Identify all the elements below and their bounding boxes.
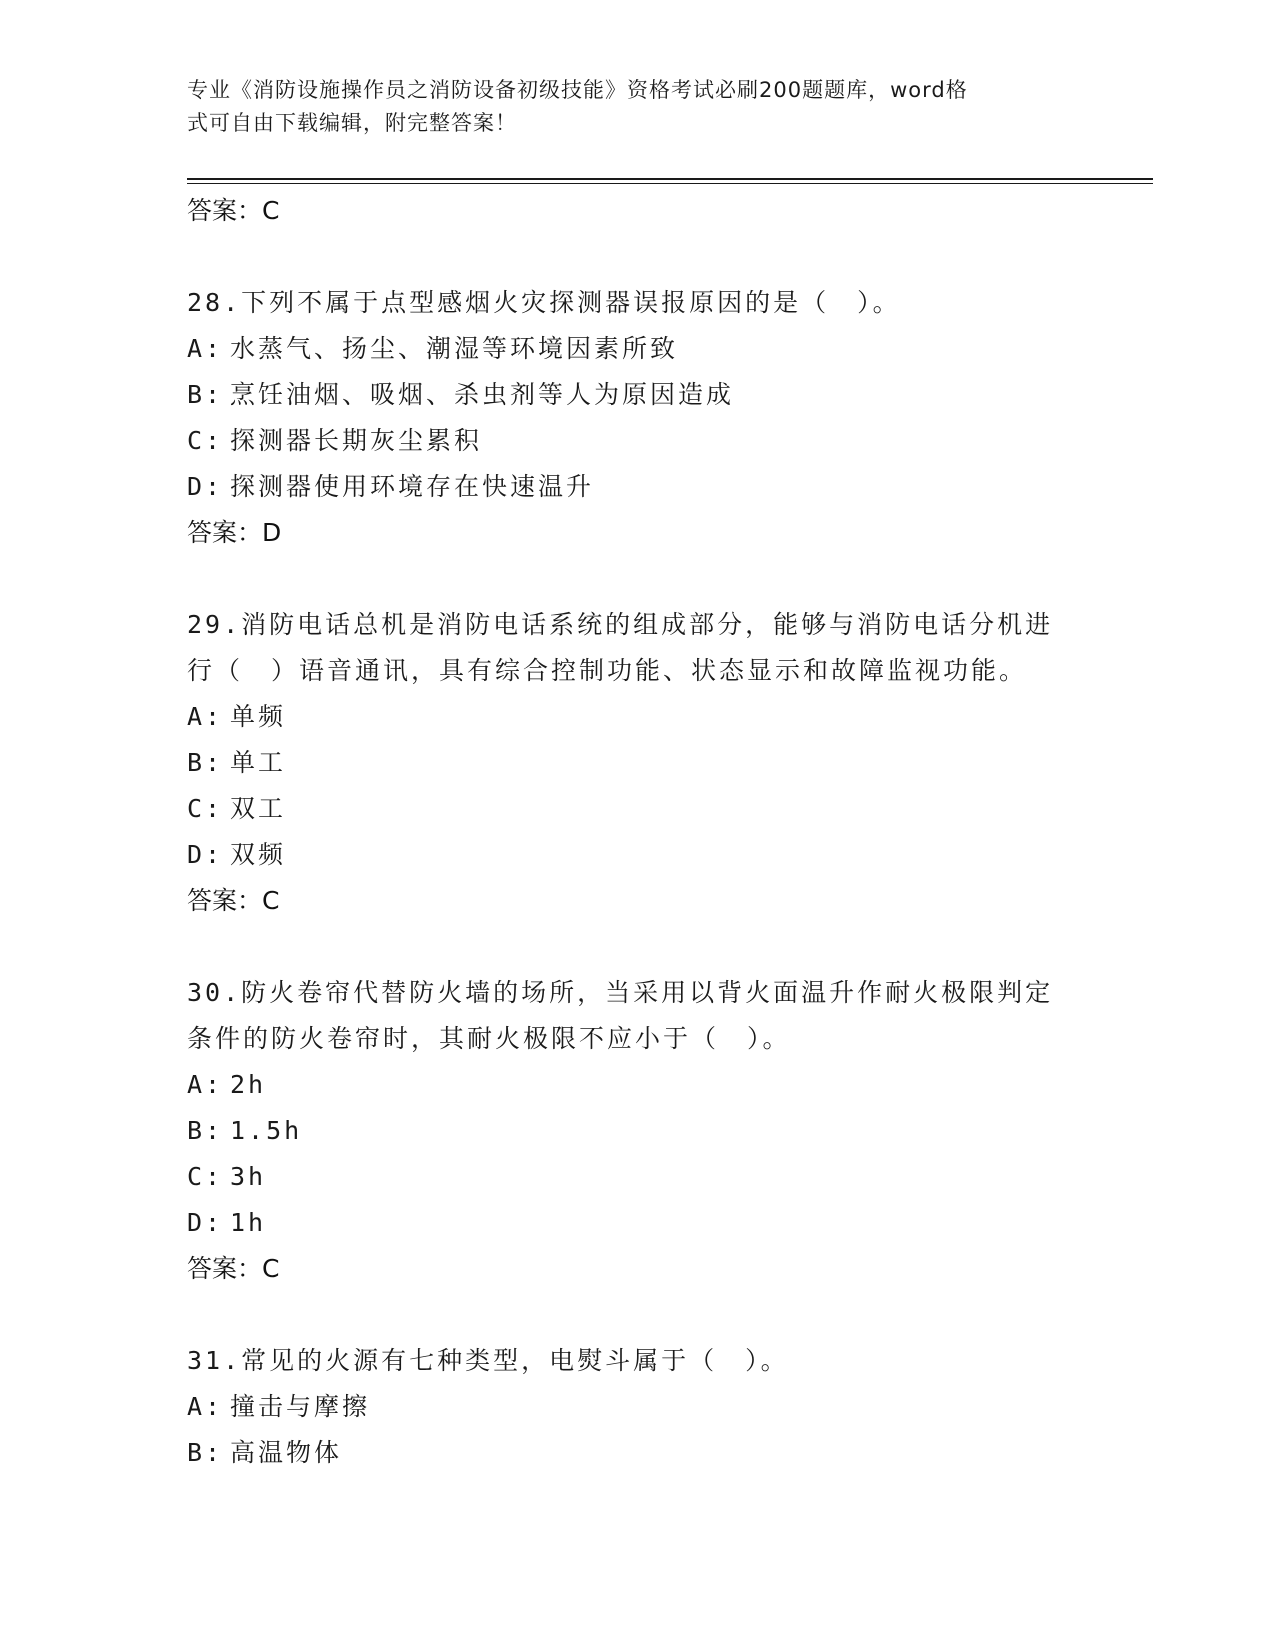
option-text: 撞击与摩擦 bbox=[230, 1392, 371, 1421]
option-d bbox=[187, 1200, 1087, 1246]
answer-prefix: 答案： bbox=[187, 196, 263, 225]
option-b bbox=[187, 1108, 1087, 1154]
option-text: 双频 bbox=[230, 840, 287, 869]
option-a bbox=[187, 1384, 1087, 1430]
header-rule-thin bbox=[187, 183, 1153, 184]
option-c bbox=[187, 418, 1087, 464]
option-a bbox=[187, 1062, 1087, 1108]
option-letter: C: bbox=[187, 1162, 224, 1191]
header-line-2: 式可自由下载编辑，附完整答案！ bbox=[187, 111, 517, 135]
previous-answer bbox=[187, 188, 1087, 234]
option-text: 双工 bbox=[230, 794, 287, 823]
option-b bbox=[187, 1430, 1087, 1476]
option-d bbox=[187, 832, 1087, 878]
option-text: 单频 bbox=[230, 702, 287, 731]
question-stem: 31.常见的火源有七种类型，电熨斗属于（ ）。 bbox=[187, 1346, 789, 1375]
answer-value: C bbox=[262, 196, 280, 225]
option-letter: B: bbox=[187, 1438, 224, 1467]
answer-value: C bbox=[262, 1254, 280, 1283]
option-letter: A: bbox=[187, 1070, 224, 1099]
answer-prefix: 答案： bbox=[187, 1254, 263, 1283]
answer-value: D bbox=[262, 518, 282, 547]
option-text: 探测器使用环境存在快速温升 bbox=[230, 472, 595, 501]
option-letter: D: bbox=[187, 840, 224, 869]
question-stem: 28.下列不属于点型感烟火灾探测器误报原因的是（ ）。 bbox=[187, 288, 901, 317]
option-letter: A: bbox=[187, 1392, 224, 1421]
header-line-1: 专业《消防设施操作员之消防设备初级技能》资格考试必刷200题题库，word格 bbox=[187, 78, 968, 102]
spacer bbox=[187, 1292, 1087, 1338]
option-text: 1h bbox=[230, 1208, 267, 1237]
option-b bbox=[187, 372, 1087, 418]
question-list bbox=[187, 188, 1087, 1476]
question-stem: 30.防火卷帘代替防火墙的场所，当采用以背火面温升作耐火极限判定 bbox=[187, 978, 1054, 1007]
option-letter: C: bbox=[187, 426, 224, 455]
option-letter: A: bbox=[187, 702, 224, 731]
option-c bbox=[187, 1154, 1087, 1200]
option-text: 烹饪油烟、吸烟、杀虫剂等人为原因造成 bbox=[230, 380, 735, 409]
answer-prefix: 答案： bbox=[187, 886, 263, 915]
option-text: 水蒸气、扬尘、潮湿等环境因素所致 bbox=[230, 334, 679, 363]
option-a bbox=[187, 694, 1087, 740]
question-block bbox=[187, 1338, 1087, 1476]
option-text: 2h bbox=[230, 1070, 267, 1099]
option-letter: D: bbox=[187, 1208, 224, 1237]
option-b bbox=[187, 740, 1087, 786]
option-letter: C: bbox=[187, 794, 224, 823]
option-d bbox=[187, 464, 1087, 510]
option-text: 高温物体 bbox=[230, 1438, 343, 1467]
spacer bbox=[187, 234, 1087, 280]
option-text: 3h bbox=[230, 1162, 267, 1191]
answer-prefix: 答案： bbox=[187, 518, 263, 547]
question-stem: 29.消防电话总机是消防电话系统的组成部分，能够与消防电话分机进 bbox=[187, 610, 1054, 639]
option-letter: A: bbox=[187, 334, 224, 363]
question-block bbox=[187, 280, 1087, 556]
document-header bbox=[187, 74, 1067, 140]
option-a bbox=[187, 326, 1087, 372]
question-stem-continued: 行（ ）语音通讯，具有综合控制功能、状态显示和故障监视功能。 bbox=[187, 656, 1028, 685]
option-letter: B: bbox=[187, 748, 224, 777]
header-rule-thick bbox=[187, 178, 1153, 180]
option-letter: B: bbox=[187, 1116, 224, 1145]
option-text: 1.5h bbox=[230, 1116, 303, 1145]
question-stem-continued: 条件的防火卷帘时，其耐火极限不应小于（ ）。 bbox=[187, 1024, 791, 1053]
spacer bbox=[187, 924, 1087, 970]
question-block bbox=[187, 970, 1087, 1292]
option-c bbox=[187, 786, 1087, 832]
answer-line bbox=[187, 878, 1087, 924]
answer-line bbox=[187, 1246, 1087, 1292]
option-text: 探测器长期灰尘累积 bbox=[230, 426, 483, 455]
option-letter: D: bbox=[187, 472, 224, 501]
option-text: 单工 bbox=[230, 748, 287, 777]
answer-line bbox=[187, 510, 1087, 556]
option-letter: B: bbox=[187, 380, 224, 409]
question-block bbox=[187, 602, 1087, 924]
answer-value: C bbox=[262, 886, 280, 915]
spacer bbox=[187, 556, 1087, 602]
